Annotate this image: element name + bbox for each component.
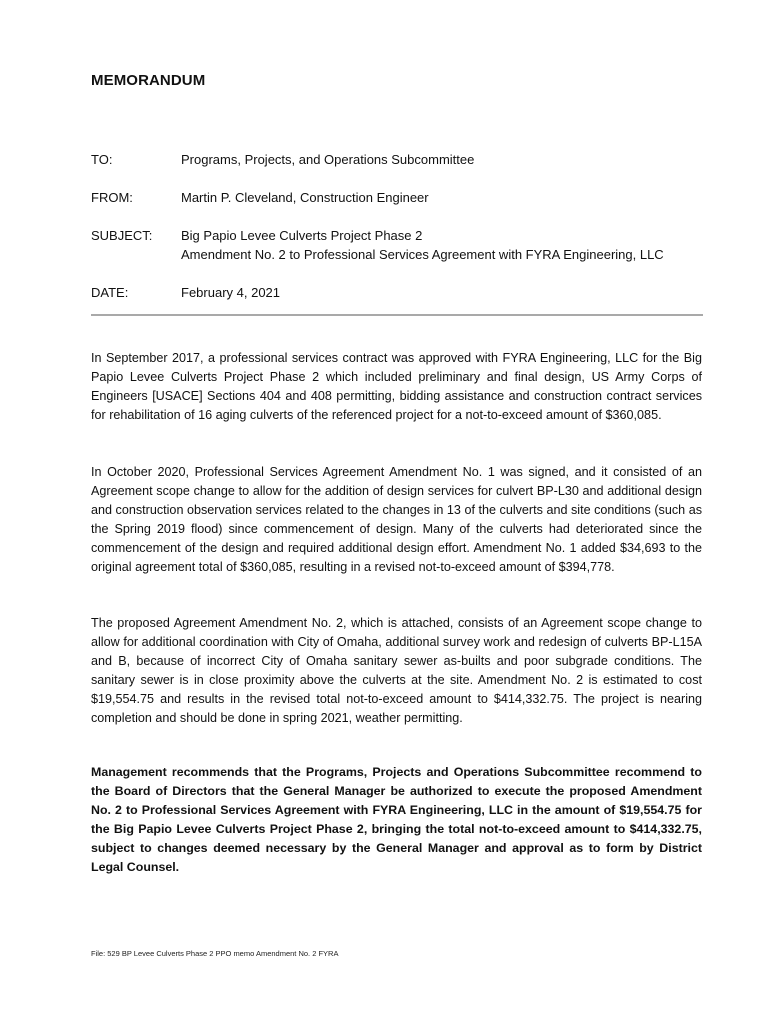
body-paragraph-1: In September 2017, a professional services contract was approved with FYRA Engineering, LLC for the Big Papio Levee Culverts Project Phase 2 which included preliminary and final design, US Army Corps of Engineers [USACE] Sections 404 and 408 permitting, bidding assistance and construction contract services for rehabilitation of 16 aging culverts of the referenced project for a not-to-exceed amount of $360,085. [91,350,702,422]
file-footer: File: 529 BP Levee Culverts Phase 2 PPO memo Amendment No. 2 FYRA [91,949,339,958]
header-divider [91,314,703,316]
recommendation-paragraph: Management recommends that the Programs, Projects and Operations Subcommittee recommend to the Board of Directors that the General Manager be authorized to execute the proposed Amendment No. 2 to Professional Services Agreement with FYRA Engineering, LLC in the amount of $19,554.75 for the Big Papio Levee Culverts Project Phase 2, bringing the total not-to-exceed amount to $414,332.75, subject to changes deemed necessary by the General Manager and approval as to form by District Legal Counsel. [91,765,702,875]
subject-line-2: Amendment No. 2 to Professional Services Agreement with FYRA Engineering, LLC [181,247,664,262]
memo-title: MEMORANDUM [91,72,206,89]
subject-label: SUBJECT: [91,228,153,243]
subject-value [181,226,711,264]
date-label: DATE: [91,285,129,300]
from-label: FROM: [91,190,133,205]
body-paragraph-2: In October 2020, Professional Services Agreement Amendment No. 1 was signed, and it consisted of an Agreement scope change to allow for the addition of design services for culvert BP-L30 and additional design and construction observation services related to the changes in 13 of the culverts and site conditions (such as the Spring 2019 flood) since commencement of design. Many of the culverts had deteriorated since the commencement of the design and required additional design effort. Amendment No. 1 added $34,693 to the original agreement total of $360,085, resulting in a revised not-to-exceed amount of $394,778. [91,464,702,574]
subject-line-1: Big Papio Levee Culverts Project Phase 2 [181,228,423,243]
date-value: February 4, 2021 [181,285,281,300]
from-value: Martin P. Cleveland, Construction Engineer [181,190,429,205]
to-value: Programs, Projects, and Operations Subcommittee [181,152,475,167]
body-paragraph-3: The proposed Agreement Amendment No. 2, which is attached, consists of an Agreement scope change to allow for additional coordination with City of Omaha, additional survey work and redesign of culverts BP-L15A and B, because of incorrect City of Omaha sanitary sewer as-builts and poor subgrade conditions. The sanitary sewer is in close proximity above the culverts at the site. Amendment No. 2 is estimated to cost $19,554.75 and results in the revised total not-to-exceed amount to $414,332.75. The project is nearing completion and should be done in spring 2021, weather permitting. [91,615,702,725]
to-label: TO: [91,152,113,167]
